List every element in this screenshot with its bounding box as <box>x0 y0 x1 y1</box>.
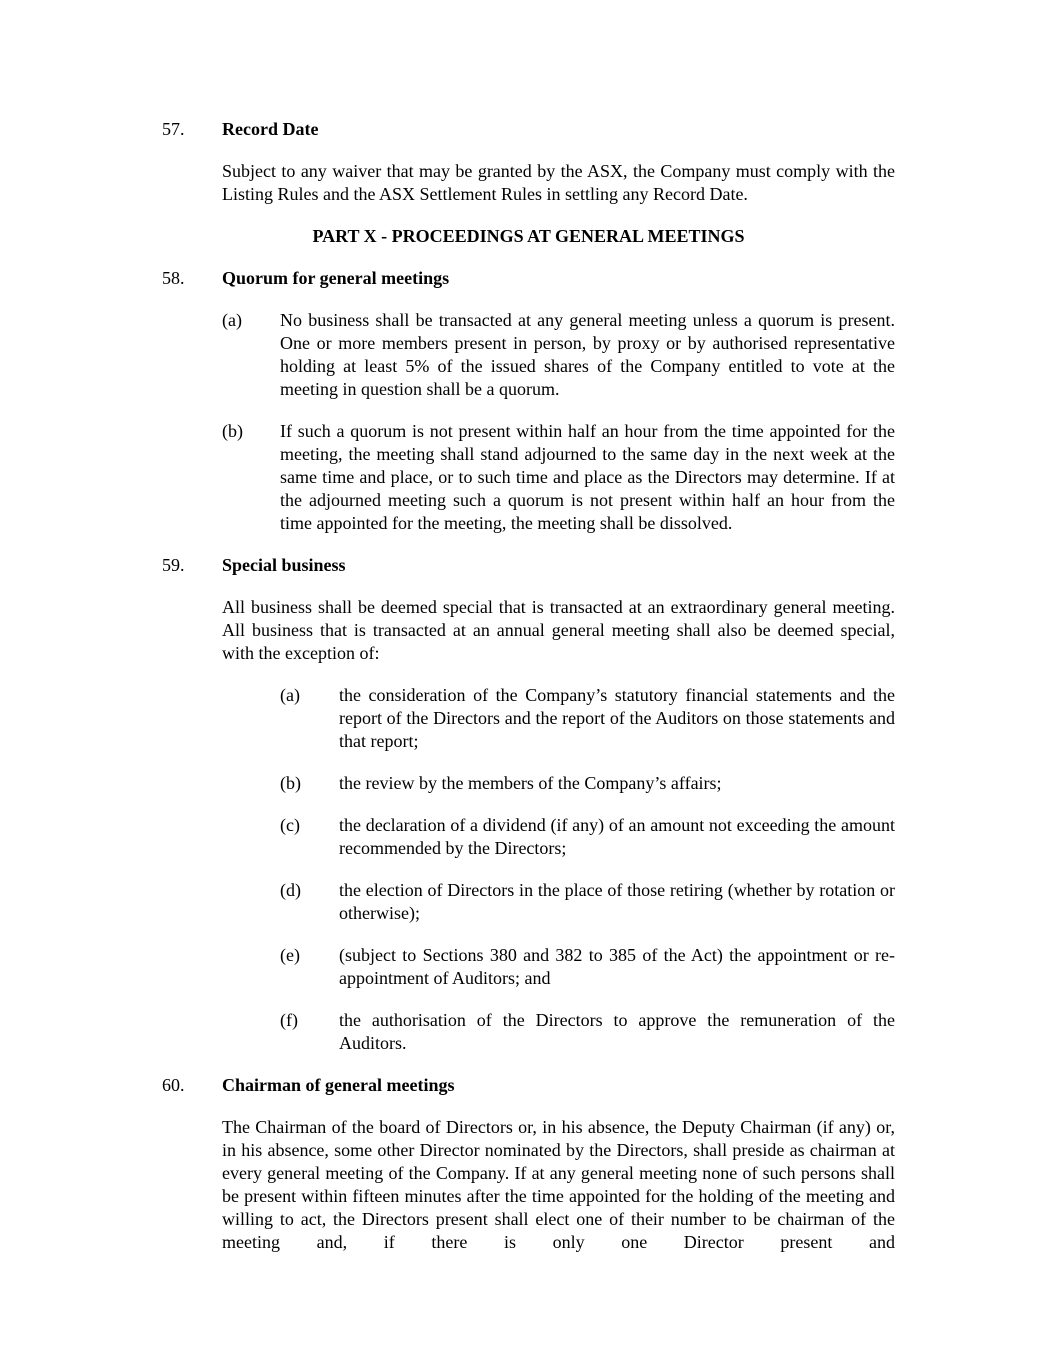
section-58-heading-row <box>162 267 895 290</box>
clause-59-subitem-b <box>280 772 895 795</box>
section-60-title: Chairman of general meetings <box>222 1075 455 1095</box>
section-59-paragraph: All business shall be deemed special that is transacted at an extraordinary general meeting. All business that is transacted at an annual general meeting shall also be deemed special, with the exception of: <box>222 597 895 663</box>
section-57-heading-row <box>162 118 895 141</box>
part-x-title: PART X - PROCEEDINGS AT GENERAL MEETINGS <box>312 226 745 246</box>
section-57-number: 57. <box>162 119 185 139</box>
clause-58-item-b-label: (b) <box>222 421 243 441</box>
clause-59-subitem-e-label: (e) <box>280 945 300 965</box>
clause-59-subitem-c <box>280 814 895 860</box>
section-57-title: Record Date <box>222 119 319 139</box>
clause-59-subitem-f-label: (f) <box>280 1010 298 1030</box>
clause-59-subitem-c-text: the declaration of a dividend (if any) of an amount not exceeding the amount recommended by the Directors; <box>339 815 895 858</box>
clause-59-subitem-a-label: (a) <box>280 685 300 705</box>
section-59-number: 59. <box>162 555 185 575</box>
section-59-title: Special business <box>222 555 346 575</box>
clause-58-item-b <box>222 420 895 535</box>
page-content <box>162 118 895 1254</box>
section-58-title: Quorum for general meetings <box>222 268 450 288</box>
section-60-paragraph: The Chairman of the board of Directors or, in his absence, the Deputy Chairman (if any) or, in his absence, some other Director nominated by the Directors, shall preside as chairman at every general meeting of the Company. If at any general meeting none of such persons shall be present within fifteen minutes after the time appointed for the holding of the meeting and willing to act, the Directors present shall elect one of their number to be chairman of the meeting and, if there is only one Director present and <box>222 1117 895 1252</box>
clause-59-subitem-d-text: the election of Directors in the place of those retiring (whether by rotation or otherwise); <box>339 880 895 923</box>
section-60-heading-row <box>162 1074 895 1097</box>
clause-58-item-a-text: No business shall be transacted at any general meeting unless a quorum is present. One or more members present in person, by proxy or by authorised representative holding at least 5% of the issued shares of the Company entitled to vote at the meeting in question shall be a quorum. <box>280 310 895 399</box>
clause-59-subitem-b-label: (b) <box>280 773 301 793</box>
section-57-paragraph: Subject to any waiver that may be granted by the ASX, the Company must comply with the Listing Rules and the ASX Settlement Rules in settling any Record Date. <box>222 161 895 204</box>
clause-59-subitem-d <box>280 879 895 925</box>
clause-59-subitem-a-text: the consideration of the Company’s statutory financial statements and the report of the Directors and the report of the Auditors on those statements and that report; <box>339 685 895 751</box>
clause-59-subitem-c-label: (c) <box>280 815 300 835</box>
section-58-number: 58. <box>162 268 185 288</box>
clause-59-subitem-e-text: (subject to Sections 380 and 382 to 385 of the Act) the appointment or re-appointment of Auditors; and <box>339 945 895 988</box>
clause-59-subitem-d-label: (d) <box>280 880 301 900</box>
section-60-number: 60. <box>162 1075 185 1095</box>
clause-59-subitem-e <box>280 944 895 990</box>
section-59-heading-row <box>162 554 895 577</box>
clause-59-subitem-a <box>280 684 895 753</box>
clause-58-item-a <box>222 309 895 401</box>
clause-59-subitem-b-text: the review by the members of the Company’s affairs; <box>339 773 722 793</box>
clause-58-item-b-text: If such a quorum is not present within half an hour from the time appointed for the meeting, the meeting shall stand adjourned to the same day in the next week at the same time and place, or to such time and place as the Directors may determine. If at the adjourned meeting such a quorum is not present within half an hour from the time appointed for the meeting, the meeting shall be dissolved. <box>280 421 895 533</box>
clause-59-subitem-f-text: the authorisation of the Directors to approve the remuneration of the Auditors. <box>339 1010 895 1053</box>
clause-59-subitem-f <box>280 1009 895 1055</box>
clause-58-item-a-label: (a) <box>222 310 242 330</box>
